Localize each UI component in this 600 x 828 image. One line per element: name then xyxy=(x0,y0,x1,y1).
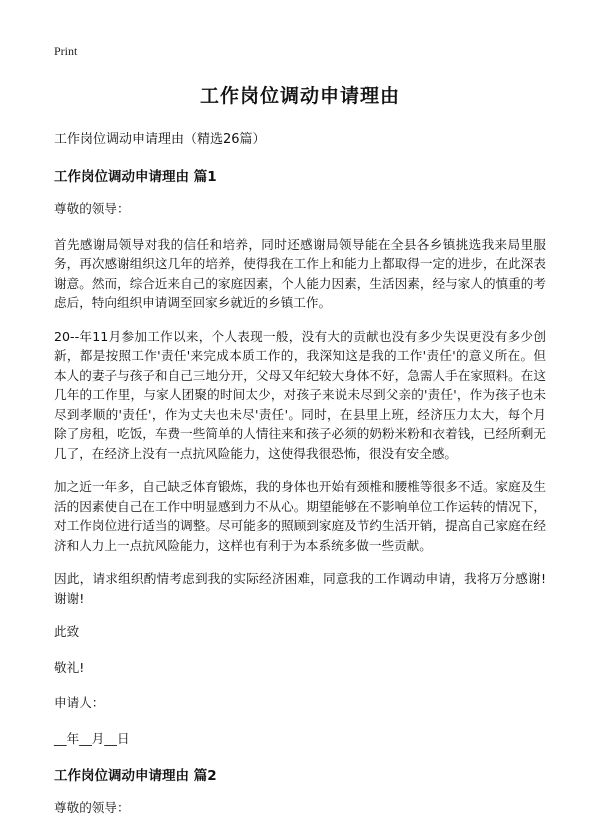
body-paragraph: 首先感谢局领导对我的信任和培养，同时还感谢局领导能在全县各乡镇挑选我来局里服务，再次感谢组织这几年的培养，使得我在工作上和能力上都取得一定的进步，在此深表谢意。然而，综合近来自己的家庭因素，个人能力因素，生活因素，经与家人的慎重的考虑后，特向组织申请调至回家乡就近的乡镇工作。 xyxy=(54,236,546,310)
section-heading-1: 工作岗位调动申请理由 篇1 xyxy=(54,169,217,185)
salutation: 尊敬的领导： xyxy=(54,800,130,815)
body-paragraph: 20--年11月参加工作以来，个人表现一般，没有大的贡献也没有多少失误更没有多少创新，都是按照工作'责任'来完成本质工作的，我深知这是我的工作'责任'的意义所在。但本人的妻子与孩子和自己三地分开，父母又年纪较大身体不好，急需人手在家照料。在这几年的工作里，与家人团聚的时间太少，对孩子来说未尽到父亲的'责任'，作为孩子也未尽到孝顺的'责任'，作为丈夫也未尽'责任'。同时，在县里上班，经济压力太大，每个月除了房租，吃饭，车费一些简单的人情往来和孩子必须的奶粉米粉和衣着钱，已经所剩无几了，在经济上没有一点抗风险能力，这使得我很恐怖，很没有安全感。 xyxy=(54,328,546,461)
body-paragraph: 因此，请求组织酌情考虑到我的实际经济困难，同意我的工作调动申请，我将万分感谢!谢谢! xyxy=(54,571,546,606)
closing-salute: 敬礼! xyxy=(54,659,85,675)
body-paragraph: 加之近一年多，自己缺乏体育锻炼，我的身体也开始有颈椎和腰椎等很多不适。家庭及生活的因素使自己在工作中明显感到力不从心。期望能够在不影响单位工作运转的情况下，对工作岗位进行适当的调整。尽可能多的照顾到家庭及节约生活开销，提高自己家庭在经济和人力上一点抗风险能力，这样也有利于为本系统多做一些贡献。 xyxy=(54,479,546,553)
salutation: 尊敬的领导： xyxy=(54,201,130,216)
section-heading-2: 工作岗位调动申请理由 篇2 xyxy=(54,768,217,784)
closing-line: 此致 xyxy=(54,624,80,639)
date-line: __年__月__日 xyxy=(54,730,130,746)
document-subtitle: 工作岗位调动申请理由（精选26篇） xyxy=(54,132,266,147)
print-link[interactable]: Print xyxy=(54,44,78,58)
applicant-label: 申请人： xyxy=(54,695,105,710)
page-title: 工作岗位调动申请理由 xyxy=(199,85,400,107)
